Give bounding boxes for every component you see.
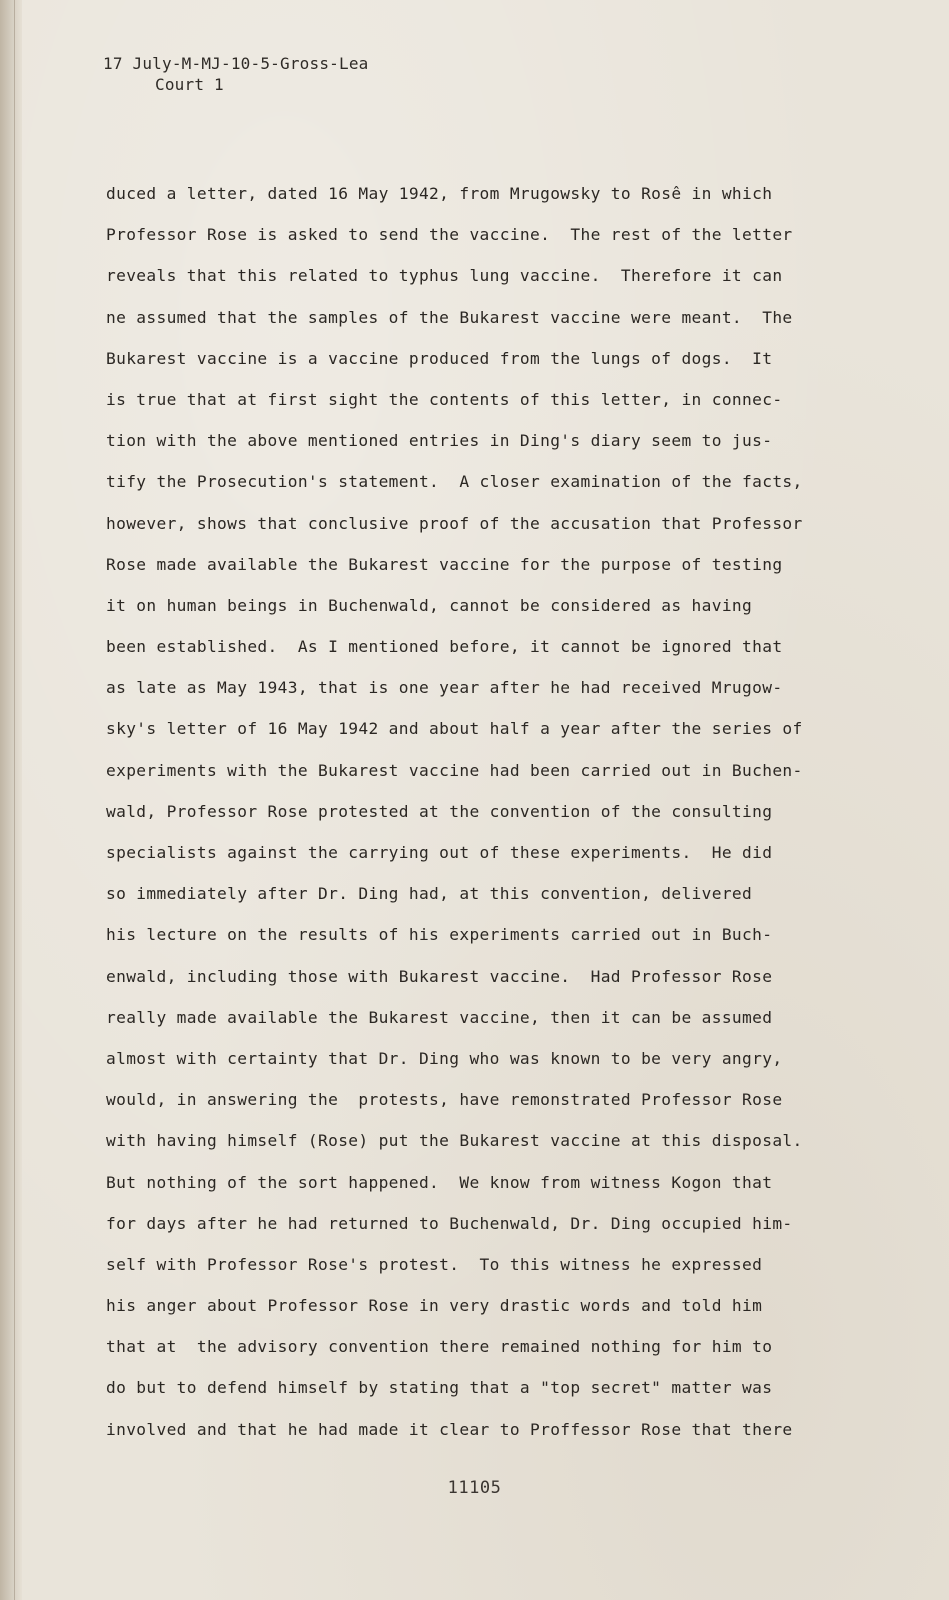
page-number: 11105 [447,1478,502,1498]
text-line: been established. As I mentioned before, it cannot be ignored that [106,637,783,657]
header-reference-line: 17 July-M-MJ-10-5-Gross-Lea [103,54,369,73]
text-line: Professor Rose is asked to send the vaccine. The rest of the letter [106,225,793,245]
text-line: with having himself (Rose) put the Bukarest vaccine at this disposal. [106,1131,803,1151]
text-line: enwald, including those with Bukarest vaccine. Had Professor Rose [106,966,773,986]
text-line: Bukarest vaccine is a vaccine produced from the lungs of dogs. It [106,348,773,368]
text-line: wald, Professor Rose protested at the convention of the consulting [106,801,773,821]
document-body [106,173,826,1450]
text-line: Rose made available the Bukarest vaccine for the purpose of testing [106,554,783,574]
text-line: But nothing of the sort happened. We know from witness Kogon that [106,1172,773,1192]
text-line: his lecture on the results of his experiments carried out in Buch- [106,925,773,945]
text-line: is true that at first sight the contents of this letter, in connec- [106,389,783,409]
text-line: tify the Prosecution's statement. A closer examination of the facts, [106,472,803,492]
text-line: that at the advisory convention there remained nothing for him to [106,1337,773,1357]
text-line: sky's letter of 16 May 1942 and about half a year after the series of [106,719,803,739]
text-line: really made available the Bukarest vaccine, then it can be assumed [106,1007,773,1027]
paper-left-edge [0,0,22,1600]
text-line: ne assumed that the samples of the Bukarest vaccine were meant. The [106,307,793,327]
text-line: almost with certainty that Dr. Ding who was known to be very angry, [106,1048,783,1068]
text-line: duced a letter, dated 16 May 1942, from Mrugowsky to Rosê in which [106,184,773,203]
text-line: so immediately after Dr. Ding had, at this convention, delivered [106,884,753,904]
text-line: tion with the above mentioned entries in Ding's diary seem to jus- [106,431,773,451]
text-line: involved and that he had made it clear to Proffessor Rose that there [106,1419,793,1439]
text-line: however, shows that conclusive proof of the accusation that Professor [106,513,803,533]
text-line: as late as May 1943, that is one year after he had received Mrugow- [106,678,783,698]
text-line: it on human beings in Buchenwald, cannot be considered as having [106,595,753,615]
text-line: self with Professor Rose's protest. To this witness he expressed [106,1254,763,1274]
text-line: specialists against the carrying out of these experiments. He did [106,843,773,862]
document-header [103,53,369,95]
header-court-line: Court 1 [155,75,224,94]
text-line: his anger about Professor Rose in very drastic words and told him [106,1296,763,1316]
text-line: for days after he had returned to Buchenwald, Dr. Ding occupied him- [106,1213,793,1233]
text-line: would, in answering the protests, have remonstrated Professor Rose [106,1090,783,1110]
text-line: reveals that this related to typhus lung vaccine. Therefore it can [106,266,783,286]
text-line: do but to defend himself by stating that a "top secret" matter was [106,1378,773,1398]
text-line: experiments with the Bukarest vaccine had been carried out in Buchen- [106,760,803,780]
